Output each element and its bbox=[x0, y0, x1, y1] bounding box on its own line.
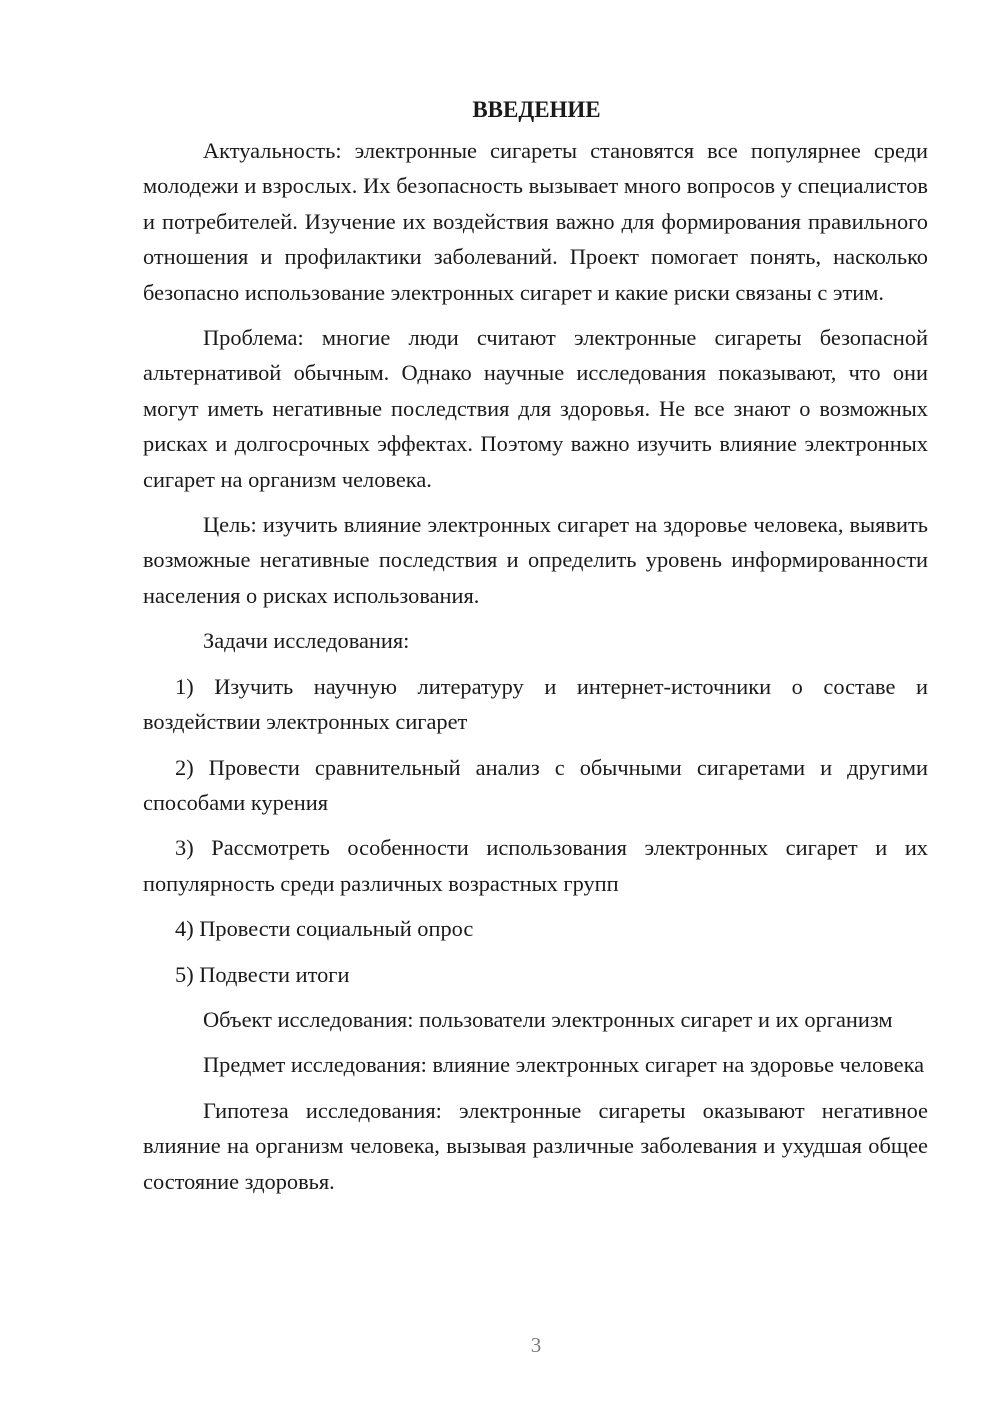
page-number: 3 bbox=[530, 1333, 542, 1357]
list-item: 3) Рассмотреть особенности использования электронных сигарет и их популярность среди различных возрастных групп bbox=[143, 835, 928, 896]
paragraph-problem: Проблема: многие люди считают электронные сигареты безопасной альтернативой обычным. Однако научные исследования показывают, что они могут иметь негативные последствия для здоровья. Не все знают о возможных рисках и долгосрочных эффектах. Поэтому важно изучить влияние электронных сигарет на организм человека. bbox=[143, 325, 928, 492]
tasks-list bbox=[143, 669, 928, 992]
list-item: 1) Изучить научную литературу и интернет-источники о составе и воздействии электронных сигарет bbox=[143, 673, 928, 735]
document-page bbox=[143, 92, 928, 1209]
paragraph-hypothesis: Гипотеза исследования: электронные сигареты оказывают негативное влияние на организм человека, вызывая различные заболевания и ухудшая общее состояние здоровья. bbox=[143, 1097, 928, 1194]
paragraph-subject: Предмет исследования: влияние электронных сигарет на здоровье человека bbox=[203, 1052, 925, 1078]
tasks-heading: Задачи исследования: bbox=[203, 628, 410, 654]
paragraph-relevance: Актуальность: электронные сигареты становятся все популярнее среди молодежи и взрослых. Их безопасность вызывает много вопросов у специалистов и потребителей. Изучение их воздействия важно для формирования правильного отношения и профилактики заболеваний. Проект помогает понять, насколько безопасно использование электронных сигарет и какие риски связаны с этим. bbox=[143, 138, 928, 305]
list-item: 5) Подвести итоги bbox=[175, 961, 350, 987]
page-title: ВВЕДЕНИЕ bbox=[472, 97, 601, 122]
paragraph-goal: Цель: изучить влияние электронных сигарет на здоровье человека, выявить возможные негативные последствия и определить уровень информированности населения о рисках использования. bbox=[143, 512, 928, 608]
list-item: 4) Провести социальный опрос bbox=[175, 916, 474, 942]
paragraph-object: Объект исследования: пользователи электронных сигарет и их организм bbox=[203, 1006, 893, 1032]
list-item: 2) Провести сравнительный анализ с обычными сигаретами и другими способами курения bbox=[143, 754, 928, 815]
